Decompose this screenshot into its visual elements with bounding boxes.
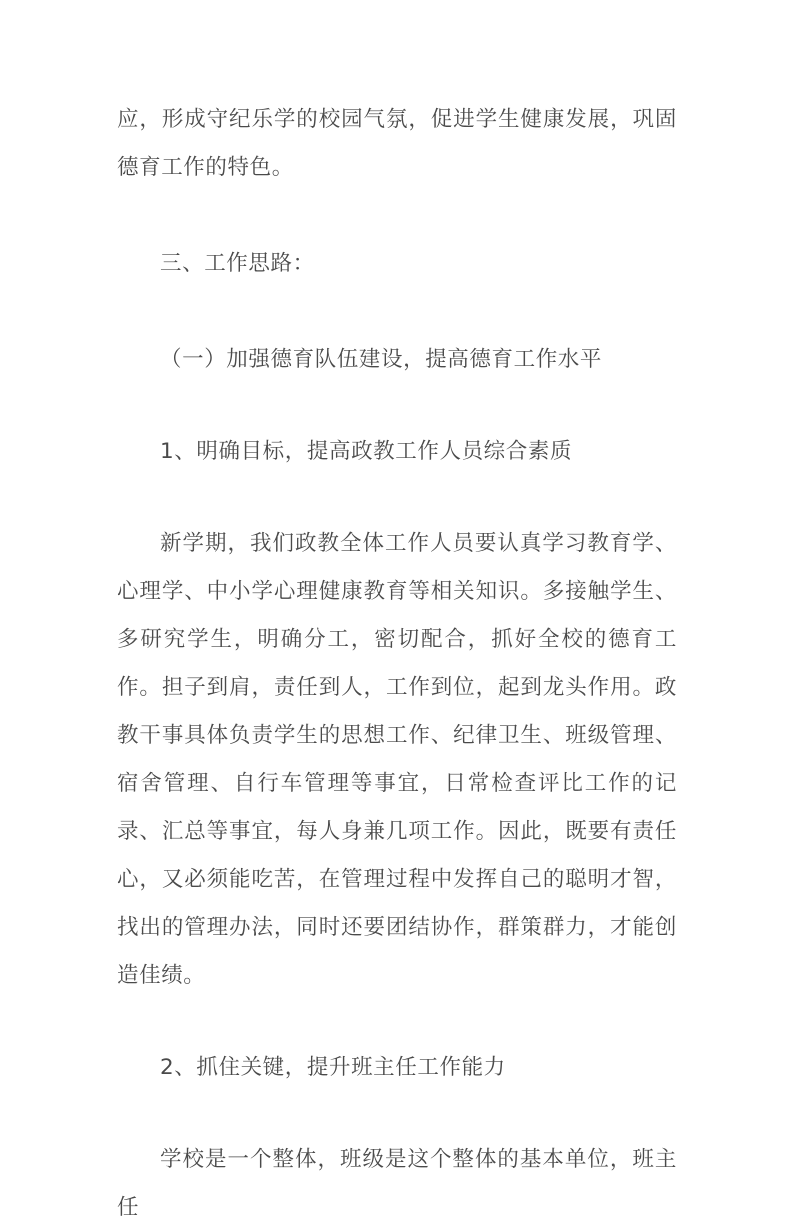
section-heading: 三、工作思路： <box>160 251 315 276</box>
block-spacer <box>117 192 677 240</box>
block-spacer <box>117 288 677 336</box>
block-spacer <box>117 384 677 428</box>
subsection-heading: （一）加强德育队伍建设，提高德育工作水平 <box>160 347 603 372</box>
block-spacer <box>117 1092 677 1136</box>
continuation-paragraph: 应，形成守纪乐学的校园气氛，促进学生健康发展，巩固德育工作的特色。 <box>117 107 677 180</box>
item-1-heading: 1、明确目标，提高政教工作人员综合素质 <box>160 439 573 464</box>
block-spacer <box>117 476 677 520</box>
document-text-column <box>117 96 677 1232</box>
item-1-body: 新学期，我们政教全体工作人员要认真学习教育学、心理学、中小学心理健康教育等相关知识。多接触学生、多研究学生，明确分工，密切配合，抓好全校的德育工作。担子到肩，责任到人，工作到位，起到龙头作用。政教干事具体负责学生的思想工作、纪律卫生、班级管理、宿舍管理、自行车管理等事宜，日常检查评比工作的记录、汇总等事宜，每人身兼几项工作。因此，既要有责任心，又必须能吃苦，在管理过程中发挥自己的聪明才智，找出的管理办法，同时还要团结协作，群策群力，才能创造佳绩。 <box>117 531 677 988</box>
block-spacer <box>117 1000 677 1044</box>
item-2-heading: 2、抓住关键，提升班主任工作能力 <box>160 1055 506 1080</box>
item-2-body: 学校是一个整体，班级是这个整体的基本单位，班主任 <box>117 1147 677 1220</box>
